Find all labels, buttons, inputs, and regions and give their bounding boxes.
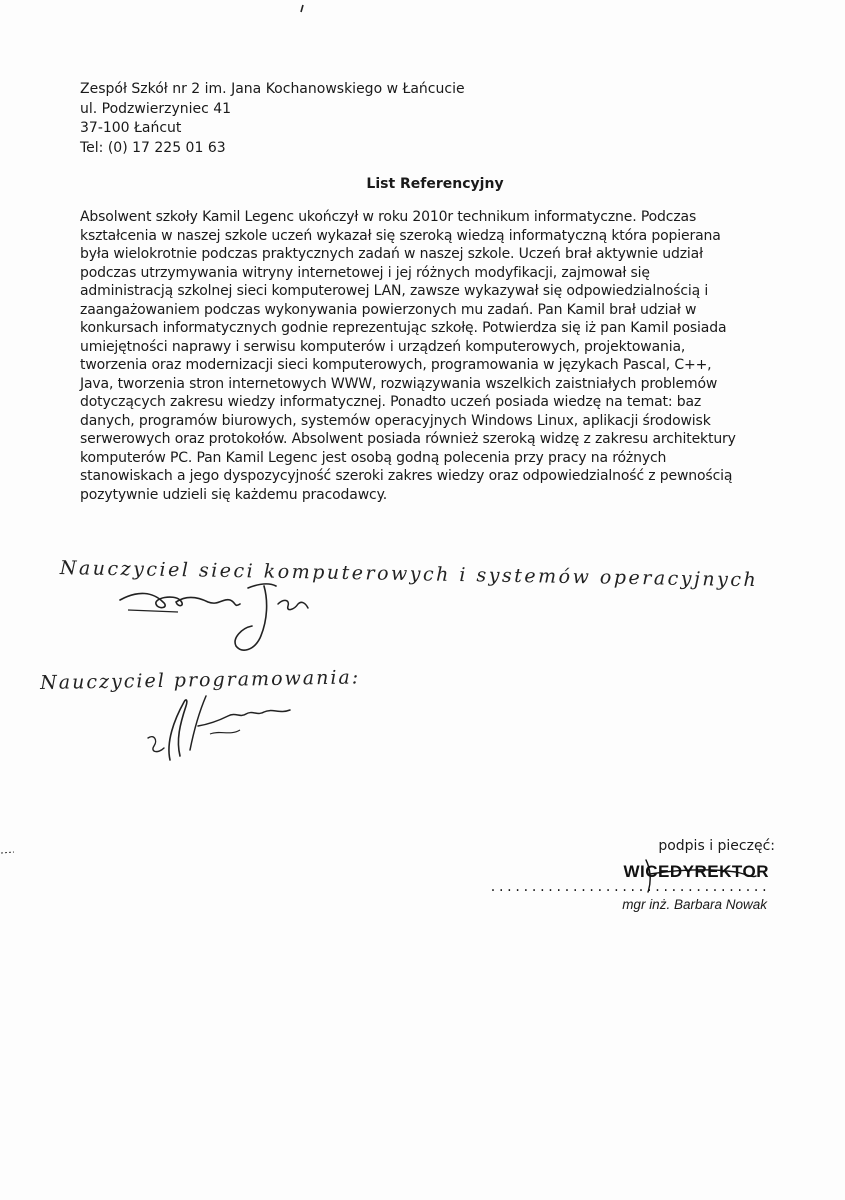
letter-title: List Referencyjny — [366, 176, 504, 192]
signature-label: podpis i pieczęć: — [658, 838, 775, 854]
body-line: konkursach informatycznych godnie reprezentując szkołę. Potwierdza się iż pan Kamil posiada — [80, 320, 727, 336]
body-line: dotyczących zakresu wiedzy informatycznej. Ponadto uczeń posiada wiedzę na temat: baz — [80, 394, 702, 410]
body-line: była wielokrotnie podczas praktycznych zadań w naszej szkole. Uczeń brał aktywnie udział — [80, 246, 703, 262]
body-line: pozytywnie udzieli się każdemu pracodawcy. — [80, 486, 388, 503]
body-line: tworzenia oraz modernizacji sieci komputerowych, programowania w językach Pascal, C++, — [80, 357, 712, 373]
school-street: ul. Podzwierzyniec 41 — [80, 100, 232, 117]
handwritten-note-network-teacher: Nauczyciel sieci komputerowych i systemów operacyjnych — [59, 557, 759, 592]
signature-programming-teacher — [140, 690, 310, 765]
signatory-name: mgr inż. Barbara Nowak — [622, 897, 767, 912]
body-line: Absolwent szkoły Kamil Legenc ukończył w roku 2010r technikum informatyczne. Podczas — [80, 209, 697, 225]
body-line: administracją szkolnej sieci komputerowej LAN, zawsze wykazywał się odpowiedzialnością i — [80, 283, 709, 299]
body-line: podczas utrzymywania witryny internetowej i jej różnych modyfikacji, zajmował się — [80, 264, 650, 281]
school-phone: Tel: (0) 17 225 01 63 — [80, 139, 226, 156]
scan-speck-mark — [298, 4, 306, 14]
school-address-block — [80, 80, 465, 158]
principal-signature-block — [489, 838, 775, 912]
body-line: serwerowych oraz protokołów. Absolwent posiada również szeroką widzę z zakresu architektury — [80, 431, 736, 447]
body-line: kształcenia w naszej szkole uczeń wykazał się szeroką wiedzą informatyczną która popierana — [80, 227, 721, 244]
body-line: danych, programów biurowych, systemów operacyjnych Windows Linux, aplikacji środowisk — [80, 412, 711, 429]
scan-edge-mark — [0, 848, 16, 856]
body-line: zaangażowaniem podczas wykonywania powierzonych mu zadań. Pan Kamil brał udział w — [80, 301, 697, 318]
signature-strokes — [616, 854, 766, 894]
signature-dotted-line: .................................. — [489, 880, 769, 894]
body-line: stanowiskach a jego dyspozycyjność szeroki zakres wiedzy oraz odpowiedzialność z pewnością — [80, 468, 733, 484]
body-line: komputerów PC. Pan Kamil Legenc jest osobą godną polecenia przy pracy na różnych — [80, 449, 667, 466]
vice-principal-stamp — [624, 862, 769, 882]
letter-body — [80, 208, 770, 504]
stamp-text: WICEDYREKTOR — [623, 862, 769, 881]
handwritten-note-programming-teacher: Nauczyciel programowania: — [40, 666, 361, 694]
school-name: Zespół Szkół nr 2 im. Jana Kochanowskiego w Łańcucie — [80, 81, 465, 97]
signature-network-teacher — [118, 580, 358, 660]
school-postal-city: 37-100 Łańcut — [80, 120, 182, 136]
body-line: Java, tworzenia stron internetowych WWW, rozwiązywania wszelkich zaistniałych problemów — [80, 375, 718, 392]
body-line: umiejętności naprawy i serwisu komputerów i urządzeń komputerowych, projektowania, — [80, 338, 686, 355]
